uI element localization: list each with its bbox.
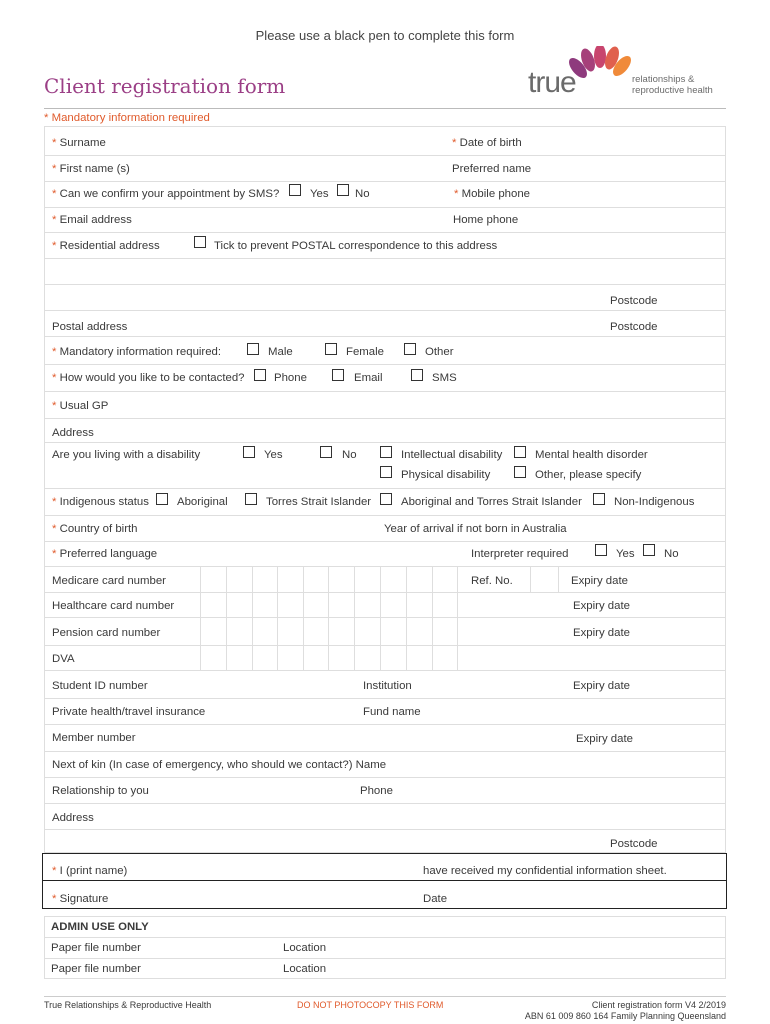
next-of-kin-label: Next of kin (In case of emergency, who should we contact?) Name [52,759,387,771]
residential-label: * Residential address [52,240,160,252]
member-expiry-label: Expiry date [576,733,633,745]
surname-label: * Surname [52,137,106,149]
male-checkbox[interactable] [247,343,259,355]
interpreter-no-label: No [664,548,679,560]
student-id-label: Student ID number [52,680,148,692]
interpreter-label: Interpreter required [471,548,569,560]
healthcare-expiry-label: Expiry date [573,600,630,612]
paper-file-label-2: Paper file number [51,963,141,975]
footer-version: Client registration form V4 2/2019 [591,1000,726,1010]
usual-gp-label: * Usual GP [52,400,109,412]
non-indigenous-checkbox[interactable] [593,493,605,505]
both-checkbox[interactable] [380,493,392,505]
country-label: * Country of birth [52,523,138,535]
contact-sms-checkbox[interactable] [411,369,423,381]
relationship-label: Relationship to you [52,785,149,797]
non-indigenous-label: Non-Indigenous [614,496,695,508]
home-phone-label: Home phone [453,214,519,226]
print-name-label: * I (print name) [52,865,128,877]
card-number-grid[interactable] [200,566,458,670]
page-title: Client registration form [44,74,286,98]
location-label-1: Location [283,942,327,954]
contact-email-checkbox[interactable] [332,369,344,381]
medicare-label: Medicare card number [52,575,166,587]
interpreter-no-checkbox[interactable] [643,544,655,556]
postal-postcode-label: Postcode [610,321,658,333]
declaration-box [42,853,727,909]
preferred-name-label: Preferred name [452,163,532,175]
other-gender-checkbox[interactable] [404,343,416,355]
kin-postcode-label: Postcode [610,838,658,850]
arrival-label: Year of arrival if not born in Australia [384,523,567,535]
fund-name-label: Fund name [363,706,421,718]
sms-yes-checkbox[interactable] [289,184,301,196]
logo [528,46,728,106]
sms-no-checkbox[interactable] [337,184,349,196]
declaration-date-label: Date [423,893,448,905]
student-expiry-label: Expiry date [573,680,630,692]
mobile-label: * Mobile phone [454,188,531,200]
footer-abn: ABN 61 009 860 164 Family Planning Queensland [524,1011,726,1021]
pension-label: Pension card number [52,627,161,639]
indigenous-label: * Indigenous status [52,496,149,508]
gp-address-label: Address [52,427,94,439]
footer-org: True Relationships & Reproductive Health [44,1000,212,1010]
kin-address-label: Address [52,812,94,824]
intellectual-label: Intellectual disability [401,449,503,461]
location-label-2: Location [283,963,327,975]
mandatory-note: * Mandatory information required [44,112,210,124]
healthcare-label: Healthcare card number [52,600,175,612]
admin-heading: ADMIN USE ONLY [51,921,149,933]
logo-tagline-2: reproductive health [632,85,713,96]
other-disability-checkbox[interactable] [514,466,526,478]
sms-yes-label: Yes [310,188,329,200]
paper-file-label-1: Paper file number [51,942,141,954]
disability-yes-checkbox[interactable] [243,446,255,458]
torres-label: Torres Strait Islander [266,496,372,508]
sms-no-label: No [355,188,370,200]
dob-label: * Date of birth [452,137,522,149]
contact-sms-label: SMS [432,372,457,384]
other-disability-label: Other, please specify [535,469,642,481]
dva-label: DVA [52,653,75,665]
received-sheet-label: have received my confidential information sheet. [423,865,667,877]
logo-wordmark: true [528,66,576,99]
residential-postcode-label: Postcode [610,295,658,307]
kin-phone-label: Phone [360,785,393,797]
postal-prevent-label: Tick to prevent POSTAL correspondence to this address [214,240,498,252]
contact-method-label: * How would you like to be contacted? [52,372,245,384]
email-label: * Email address [52,214,132,226]
member-number-label: Member number [52,732,136,744]
female-label: Female [346,346,384,358]
disability-no-checkbox[interactable] [320,446,332,458]
footer-warning: DO NOT PHOTOCOPY THIS FORM [297,1000,444,1010]
contact-email-label: Email [354,372,383,384]
title-rule [44,108,726,109]
disability-no-label: No [342,449,357,461]
postal-prevent-checkbox[interactable] [194,236,206,248]
physical-checkbox[interactable] [380,466,392,478]
contact-phone-label: Phone [274,372,307,384]
mental-health-label: Mental health disorder [535,449,648,461]
sms-label: * Can we confirm your appointment by SMS? [52,188,280,200]
pension-expiry-label: Expiry date [573,627,630,639]
both-label: Aboriginal and Torres Strait Islander [401,496,582,508]
aboriginal-checkbox[interactable] [156,493,168,505]
contact-phone-checkbox[interactable] [254,369,266,381]
language-label: * Preferred language [52,548,158,560]
signature-label: * Signature [52,893,109,905]
instruction-text: Please use a black pen to complete this form [255,28,515,43]
ref-no-label: Ref. No. [471,575,513,587]
other-gender-label: Other [425,346,454,358]
postal-address-label: Postal address [52,321,128,333]
institution-label: Institution [363,680,412,692]
aboriginal-label: Aboriginal [177,496,228,508]
mental-health-checkbox[interactable] [514,446,526,458]
gender-label: * Mandatory information required: [52,346,222,358]
physical-label: Physical disability [401,469,491,481]
male-label: Male [268,346,293,358]
medicare-expiry-label: Expiry date [571,575,628,587]
private-health-label: Private health/travel insurance [52,706,206,718]
first-name-label: * First name (s) [52,163,130,175]
interpreter-yes-label: Yes [616,548,635,560]
disability-label: Are you living with a disability [52,449,201,461]
interpreter-yes-checkbox[interactable] [595,544,607,556]
torres-checkbox[interactable] [245,493,257,505]
intellectual-checkbox[interactable] [380,446,392,458]
female-checkbox[interactable] [325,343,337,355]
disability-yes-label: Yes [264,449,283,461]
logo-tagline-1: relationships & [632,74,695,85]
